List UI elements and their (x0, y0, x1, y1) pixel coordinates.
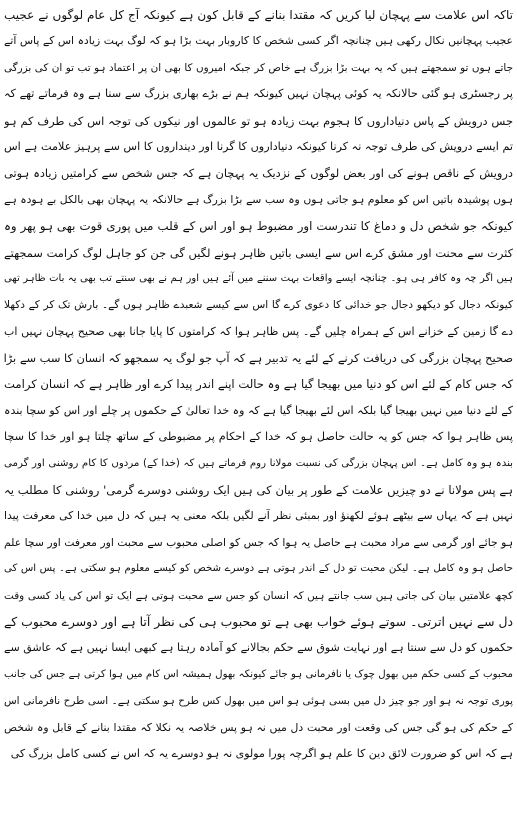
text-line: کے لئے دنیا میں نہیں بھیجا گیا بلکہ اس لئے بھیجا گیا ہے کہ وہ خدا تعالیٰ کے حکموں پر چلے اور اس کو سچا بندہ (4, 403, 513, 417)
text-line: کہ جس کام کے لئے اس کو دنیا میں بھیجا گیا ہے وہ حالت اپنے اندر پیدا کرے اور ظاہر ہے کہ انسان کرامت (4, 377, 513, 392)
text-line: حکموں کو دل سے سنتا ہے اور نہایت شوق سے حکم بجالانے کو آمادہ رہتا ہے کبھی ایسا نہیں ہے کہ عاشق سے (4, 641, 513, 655)
text-line: دے گا زمین کے خزانے اس کے ہمراہ چلیں گے۔ پس ظاہر ہوا کہ کرامتوں کا پایا جانا بھی صحیح پہچان نہیں اب (4, 324, 513, 338)
text-line: پوری توجہ نہ ہو اور جو چیز دل میں بسی ہوئی ہو اس میں بھول کس طرح ہو سکتی ہے۔ اسی طرح نافرمانی اس (4, 695, 513, 708)
text-line: حاصل ہو وہ کامل ہے۔ لیکن محبت تو دل کے اندر ہوتی ہے دوسرے شخص کو کیسے معلوم ہو سکتی ہے۔ پس اس کی (4, 563, 513, 575)
text-line: درویش کے ناقص ہونے کی اور بعض لوگوں کے نزدیک یہ پہچان ہے کہ جس شخص سے کرامتیں زیادہ ہوتی (4, 166, 513, 181)
text-line: پر رجسٹری ہو گئی حالانکہ یہ کوئی پہچان نہیں کیونکہ ہم نے بڑے بھاری بزرگ سے سنا ہے وہ فرماتے تھے کہ (4, 87, 513, 101)
text-line: ہوں پوشیدہ باتیں اس کو معلوم ہو جاتی ہوں وہ سب سے بڑا بزرگ ہے حالانکہ یہ پہچان بھی بالکل بے ہودہ ہے (4, 192, 513, 206)
text-line: پس ظاہر ہوا کہ جس کو یہ حالت حاصل ہو کہ خدا کے احکام پر مضبوطی کے ساتھ چلتا ہو اور خدا کا سچا (4, 430, 513, 444)
body-text (4, 2, 513, 767)
text-line: کیونکہ دجال کو دیکھو دجال جو خدائی کا دعوی کرے گا اس سے کیسے شعبدے ظاہر ہوں گے۔ بارش تک کر کے دکھلا (4, 299, 513, 312)
text-line: تاکہ اس علامت سے پہچان لیا کریں کہ مقتدا بنانے کے قابل کون ہے کیونکہ آج کل عام لوگوں نے عجیب (4, 8, 513, 22)
text-line: صحیح پہچان بزرگی کی دریافت کرنے کے لئے یہ تدبیر ہے کہ آپ جو لوگ یہ سمجھو کہ انسان کا سب سے بڑا (4, 351, 513, 366)
text-line: عجیب پہچانیں نکال رکھی ہیں چنانچہ اگر کسی شخص کا کاروبار بہت بڑا ہو کہ لوگ بہت زیادہ اس کے پاس آتے (4, 34, 513, 48)
text-line: ہیں اگر چہ وہ کافر ہی ہو۔ چنانچہ ایسے واقعات بہت سننے میں آئے ہیں اور ہم نے بھی سنتے تب بھی یہ بات ظاہر تھی (4, 272, 513, 284)
text-line: نہیں ہے کہ یہاں سے بیٹھے ہوئے لکھنؤ اور بمبئی نظر آنے لگیں بلکہ معنی یہ ہیں کہ دل میں خدا کی معرفت پیدا (4, 509, 513, 523)
text-line: کیونکہ جو شخص دل و دماغ کا تندرست اور مضبوط ہو اور اس کے قلب میں پوری قوت بھی ہو پھر وہ (4, 219, 513, 234)
text-line: ہے کہ اس کو ضرورت لائق دین کا علم ہو اگرچہ پورا مولوی نہ ہو دوسرے یہ کہ اس نے کسی کامل بزرگ کی (10, 746, 513, 760)
text-line: دل سے نہیں اترتی۔ سوتے ہوئے خواب بھی ہے تو محبوب ہی کی نظر آتا ہے اور دوسرے محبوب کے (4, 613, 513, 629)
text-line: کچھ علامتیں بیان کی جاتی ہیں سب جانتے ہیں کہ انسان کو جس سے محبت ہوتی ہے ایک تو اس کی یاد کسی وقت (4, 589, 513, 602)
text-line: کے حکم کی ہو گی جس کی وقعت اور محبت دل میں نہ ہو پس خلاصہ یہ نکلا کہ مقتدا بنانے کے قابل وہ شخص (4, 720, 513, 734)
text-line: ہو جائے اور گرمی سے مراد محبت ہے حاصل یہ ہوا کہ جس کو اصلی محبوب سے محبت اور معرفت اور سچا علم (4, 535, 513, 549)
text-line: ہے پس مولانا نے دو چیزیں علامت کے طور پر بیان کی ہیں ایک روشنی دوسرے گرمی' روشنی کا مطلب یہ (4, 483, 513, 498)
text-line: تم ایسے درویش کی طرف توجہ نہ کرنا کیونکہ دنیاداروں کا گرنا اور دینداروں کا اس سے پرہیز علامت ہے اس (4, 139, 513, 153)
text-line: محبوب کے کسی حکم میں بھول چوک یا نافرمانی ہو جائے کیونکہ بھول ہمیشہ اس کام میں ہوا کرتی ہے جس کی جانب (4, 668, 513, 680)
text-line: بندہ ہو وہ کامل ہے۔ اس پہچان بزرگی کی نسبت مولانا روم فرماتے ہیں کہ (خدا کے) مردوں کا کام روشنی اور گرمی (4, 457, 513, 469)
text-line: جاتے ہوں تو سمجھتے ہیں کہ یہ بہت بڑا بزرگ ہے خاص کر جبکہ امیروں کا بھی ان پر اعتماد ہو تب تو ان کی بزرگی (4, 61, 513, 74)
text-line: جس درویش کے پاس دنیاداروں کا ہجوم بہت زیادہ ہو تو عالموں اور نیکوں کی توجہ اس کی طرف کم ہو (4, 113, 513, 128)
text-line: کثرت سے محنت اور مشق کرے اس سے ایسی باتیں ظاہر ہونے لگیں گی جن کو جاہل لوگ کرامت سمجھتے (4, 245, 513, 260)
